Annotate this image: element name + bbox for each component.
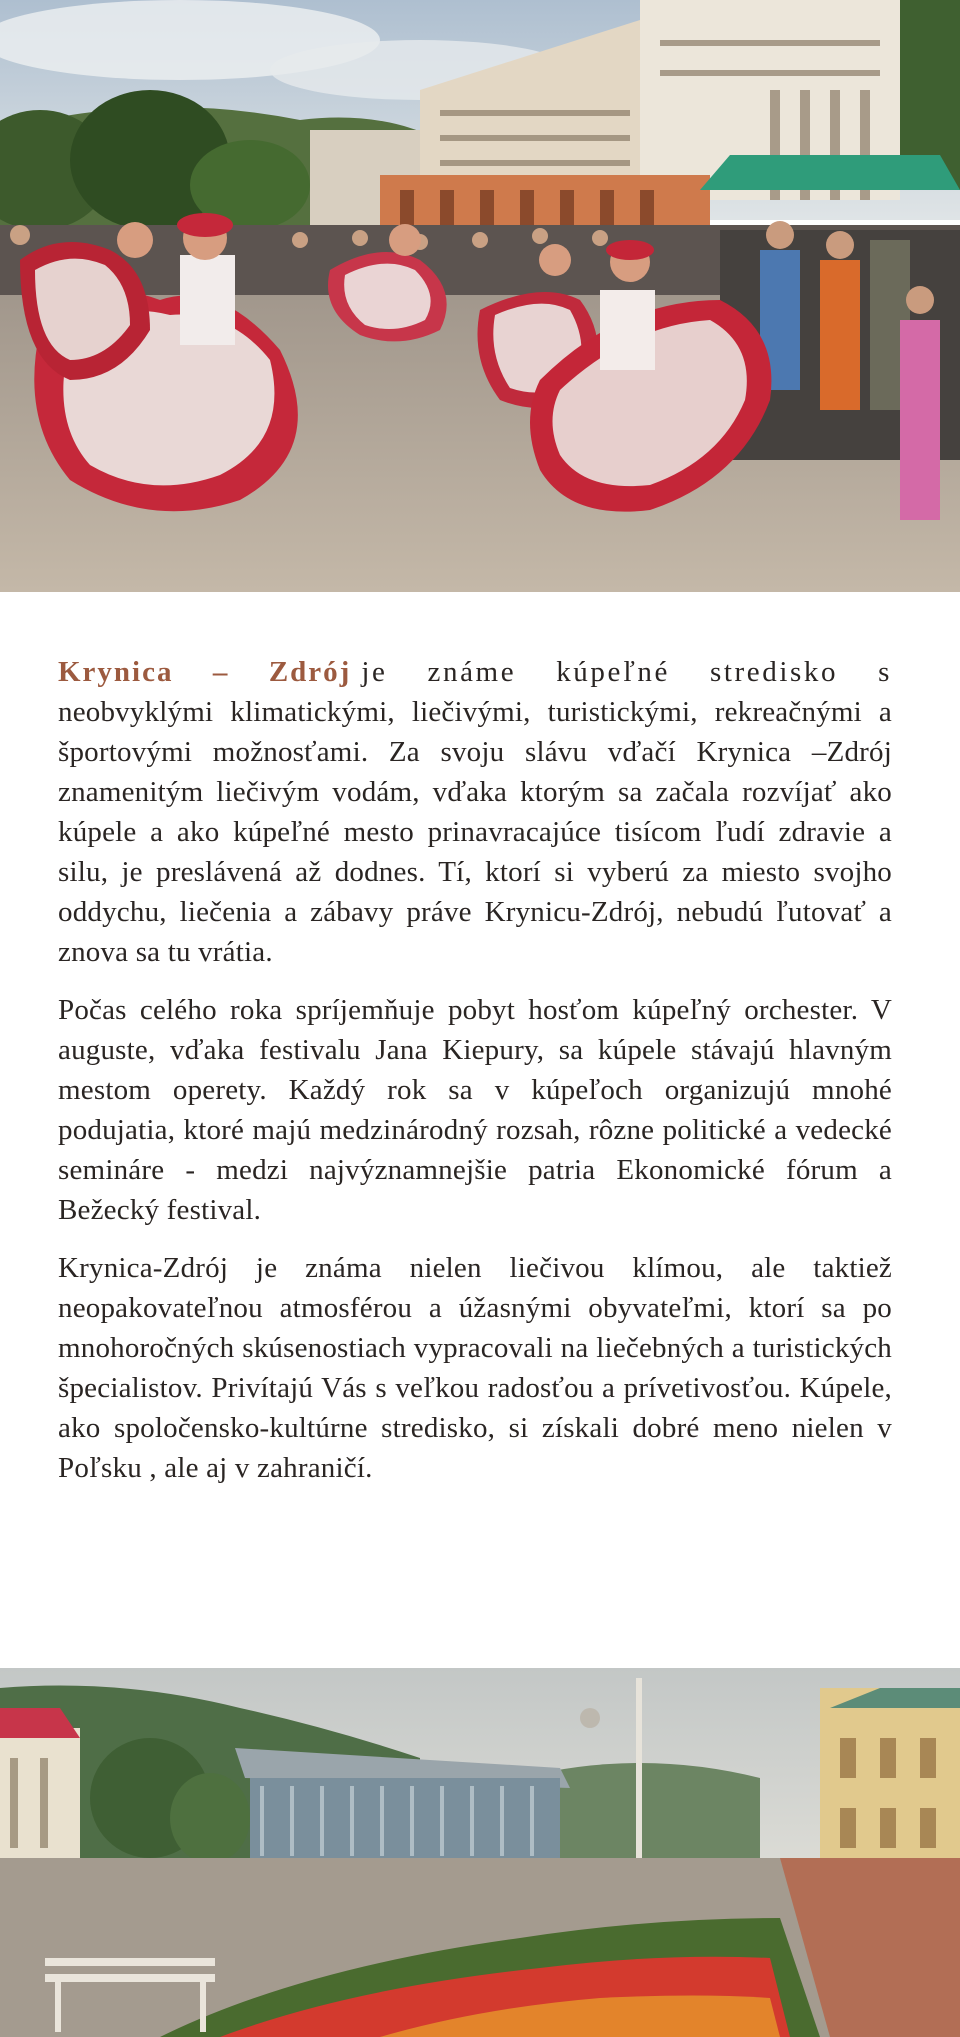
paragraph-intro xyxy=(58,652,892,972)
photo-spa-park xyxy=(0,1668,960,2037)
paragraph-hospitality-text: Krynica-Zdrój je známa nielen liečivou klímou, ale taktiež neopakovateľnou atmosférou a úžasnými obyvateľmi, ktorí sa po mnohoročných skúsenostiach vypracovali na liečebných a turistických špecialistov. Privítajú Vás s veľkou radosťou a prívetivosťou. Kúpele, ako spoločensko-kultúrne stredisko, si získali dobré meno nielen v Poľsku , ale aj v zahraničí. xyxy=(58,1252,892,1484)
paragraph-hospitality xyxy=(58,1248,892,1488)
article-text xyxy=(58,652,892,1506)
spa-park-illustration xyxy=(0,1668,960,2037)
paragraph-events xyxy=(58,990,892,1230)
folk-dancers-illustration xyxy=(0,0,960,592)
paragraph-events-text: Počas celého roka spríjemňuje pobyt hosťom kúpeľný orchester. V auguste, vďaka festivalu Jana Kiepury, sa kúpele stávajú hlavným mestom operety. Každý rok sa v kúpeľoch organizujú mnohé podujatia, ktoré majú medzinárodný rozsah, rôzne politické a vedecké semináre - medzi najvýznamnejšie patria Ekonomické fórum a Bežecký festival. xyxy=(58,994,892,1226)
photo-folk-dancers xyxy=(0,0,960,592)
town-name-lead: Krynica – Zdrój xyxy=(58,656,352,688)
paragraph-intro-text: je známe kúpeľné stredisko s neobvyklými klimatickými, liečivými, turistickými, rekreačnými a športovými možnosťami. Za svoju slávu vďačí Krynica –Zdrój znamenitým liečivým vodám, vďaka ktorým sa začala rozvíjať ako kúpele a ako kúpeľné mesto prinavracajúce tisícom ľudí zdravie a silu, je preslávená až dodnes. Tí, ktorí si vyberú za miesto svojho oddychu, liečenia a zábavy práve Krynicu-Zdrój, nebudú ľutovať a znova sa tu vrátia. xyxy=(58,656,892,968)
